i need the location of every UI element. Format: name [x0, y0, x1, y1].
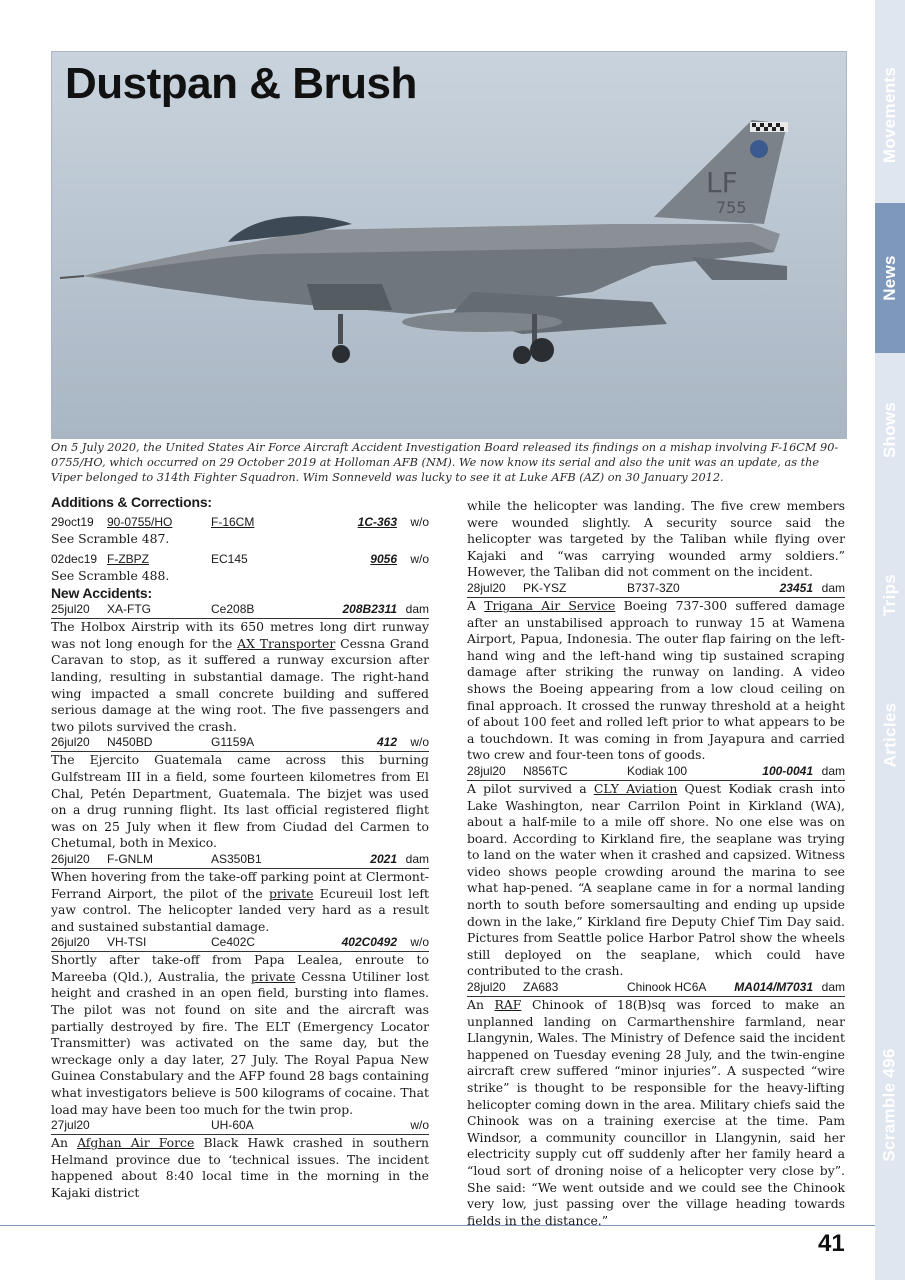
registration-link[interactable]: F-ZBPZ — [107, 551, 149, 566]
tab-shows[interactable]: Shows — [880, 401, 900, 459]
entry-header: 26jul20 VH-TSI Ce402C 402C0492 w/o — [51, 935, 429, 952]
registration-link[interactable]: 90-0755/HO — [107, 515, 173, 529]
tail-code: LF — [706, 166, 738, 199]
correction-text: See Scramble 487. — [51, 531, 170, 546]
accident-text: The Holbox Airstrip with its 650 metres long dirt runway was not long enough for the AX Transporter Cessna Grand Caravan to stop, as it suffered a runway excursion after landing, resulting in substantial damage. The right-hand wing impacted a small concrete building and suffered serious damage at the wing root. The five passengers and two pilots survived the crash. — [51, 619, 429, 734]
accident-text: A Trigana Air Service Boeing 737-300 suffered damage after an unstabilised approach to runway 15 at Wamena Airport, Papua, Indonesia. The outer flap fairing on the left-hand wing and the left-hand wing tip sustained scraping damage after striking the runway on landing. A video shows the Boeing appearing from a low cloud ceiling on final approach. It crossed the runway threshold at a height of about 100 feet and rolled left prior to what appears to be a touchdown. It was coming in from Jayapura and carried two crew and four-teen tons of goods. — [467, 597, 845, 763]
entry-header: 27jul20 UH-60A w/o — [51, 1118, 429, 1135]
tab-scramble-issue[interactable]: Scramble 496 — [880, 1048, 900, 1162]
accident-text-continued: while the helicopter was landing. The five crew members were wounded slightly. A security source said the helicopter was targeted by the Taliban while flying over Kajaki and “was carrying wounded army soldiers.” However, the Taliban did not comment on the incident. — [467, 498, 845, 580]
page-title: Dustpan & Brush — [65, 59, 417, 108]
tail-serial: 755 — [716, 198, 747, 217]
footer-rule — [0, 1225, 875, 1226]
operator-link[interactable]: AX Transporter — [237, 635, 336, 651]
entry-header: 26jul20 F-GNLM AS350B1 2021 dam — [51, 852, 429, 869]
entry-header: 28jul20 ZA683 Chinook HC6A MA014/M7031 dam — [467, 980, 845, 997]
tab-articles[interactable]: Articles — [880, 702, 900, 768]
accident-text: An RAF Chinook of 18(B)sq was forced to make an unplanned landing on Carmarthenshire farmland, near Llangynin, Wales. The Ministry of Defence said the incident happened on Tuesday evening 28 July, and the twin-engine aircraft crew suffered “minor injuries”. A suspected “wire strike” is thought to be responsible for the heavy-lifting helicopter coming down in the area. Military chiefs said the Chinook was on a training exercise at the time. Pam Windsor, a community councillor in Llangynin, said her electricity supply cut off suddenly after her family heard a “loud sort of droning noise of a helicopter very close by”. She said: “We went outside and we could see the Chinook very low, just passing over the village heading towards fields in the distance.” — [467, 997, 845, 1228]
tab-trips[interactable]: Trips — [880, 573, 899, 617]
left-column — [51, 493, 429, 1202]
tab-news[interactable]: News — [875, 203, 905, 353]
right-column — [467, 498, 845, 1229]
photo-caption: On 5 July 2020, the United States Air Force Aircraft Accident Investigation Board released its findings on a mishap involving F-16CM 90-0755/HO, which occurred on 29 October 2019 at Holloman AFB (NM). We now know its serial and also the unit was an update, as the Viper belonged to 314th Fighter Squadron. Wim Sonneveld was lucky to see it at Luke AFB (AZ) on 30 January 2012. — [51, 441, 839, 484]
accident-text: The Ejercito Guatemala came across this burning Gulfstream III in a field, some fourteen kilometres from El Chal, Petén Department, Guatemala. The bizjet was used on a drug running flight. Its last official registered flight was on 25 July when it flew from Ciudad del Carmen to Chetumal, both in Mexico. — [51, 752, 429, 851]
entry-header: 25jul20 XA-FTG Ce208B 208B2311 dam — [51, 602, 429, 619]
operator-link[interactable]: private — [250, 968, 296, 984]
f16-jet-illustration — [52, 52, 846, 438]
correction-text: See Scramble 488. — [51, 567, 170, 583]
operator-link[interactable]: CLY Aviation — [593, 780, 678, 796]
entry-header: 26jul20 N450BD G1159A 412 w/o — [51, 735, 429, 752]
tab-movements[interactable]: Movements — [880, 66, 900, 164]
page-number: 41 — [818, 1230, 845, 1257]
entry-header-correction-1: 29oct19 90-0755/HO F-16CM 1C-363 w/o — [51, 515, 429, 529]
corrections-heading: Additions & Corrections: — [51, 494, 212, 510]
operator-link[interactable]: private — [268, 885, 314, 901]
accident-text: A pilot survived a CLY Aviation Quest Kodiak crash into Lake Washington, near Carrilon Point in Kirkland (WA), about a half-mile to a mile off shore. No one else was on board. According to Kirkland fire, the seaplane was trying to land on the water when it crashed and capsized. Witness video shows people crowding around the marina to see what hap-pened. “A seaplane came in for a normal landing north to south before somersaulting and ending up upside down in the lake,” Kirkland fire Deputy Chief Tim Day said. Pictures from Seattle police Harbor Patrol show the wheels still deployed on the seaplane, which could have contributed to the crash. — [467, 780, 845, 979]
accident-text: Shortly after take-off from Papa Lealea, enroute to Mareeba (Qld.), Australia, the private Cessna Utiliner lost height and crashed in an open field, bursting into flames. The pilot was not found on site and the aircraft was partially destroyed by fire. The ELT (Emergency Locator Transmitter) was activated on the same day, but the wreckage only a day later, 27 July. The Royal Papua New Guinea Constabulary and the AFP found 28 bags containing what investigators believe is 500 kilograms of cocaine. That load may have been too much for the twin prop. — [51, 952, 429, 1117]
hero-photo — [51, 51, 847, 439]
operator-link[interactable]: Afghan Air Force — [77, 1135, 195, 1151]
operator-link[interactable]: RAF — [494, 997, 522, 1013]
section-tab-bar — [875, 0, 905, 1280]
entry-header: 28jul20 N856TC Kodiak 100 100-0041 dam — [467, 764, 845, 781]
accident-text: When hovering from the take-off parking point at Clermont-Ferrand Airport, the pilot of the private Ecureuil lost left yaw control. The helicopter landed very hard as a result and sustained substantial damage. — [51, 868, 429, 934]
entry-header-correction-2: 02dec19 F-ZBPZ EC145 9056 w/o — [51, 551, 429, 566]
operator-link[interactable]: Trigana Air Service — [484, 597, 616, 613]
accident-text: An Afghan Air Force Black Hawk crashed in southern Helmand province due to ‘technical issues. The incident happened about 8:40 local time in the morning in the Kajaki district — [51, 1135, 429, 1200]
entry-header: 28jul20 PK-YSZ B737-3Z0 23451 dam — [467, 581, 845, 598]
accidents-heading: New Accidents: — [51, 585, 152, 602]
